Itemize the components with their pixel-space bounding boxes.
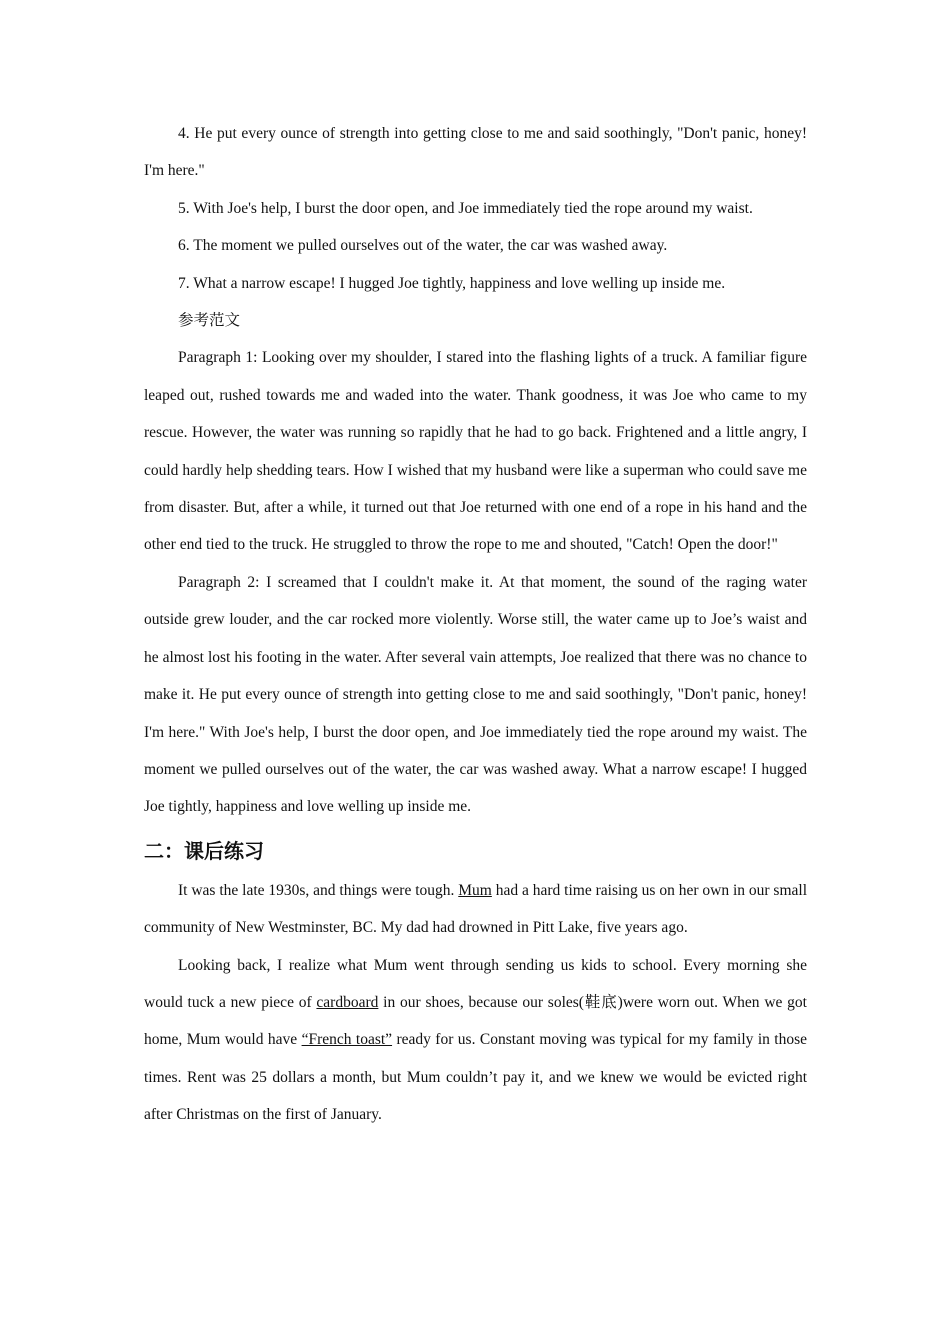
underlined-word-cardboard: cardboard (316, 993, 379, 1011)
story-text: in our shoes, because our soles(鞋底)were worn out. When we got home, Mum would have (144, 993, 807, 1049)
story-text: Looking back, I realize what Mum went through sending us kids to school. Every morning she would tuck a new piece of (144, 956, 807, 1011)
paragraph-2: Paragraph 2: I screamed that I couldn't make it. At that moment, the sound of the raging water outside grew louder, and the car rocked more violently. Worse still, the water came up to Joe’s waist and he almost lost his footing in the water. After several vain attempts, Joe realized that there was no chance to make it. He put every ounce of strength into getting close to me and said soothingly, "Don't panic, honey! I'm here." With Joe's help, I burst the door open, and Joe immediately tied the rope around my waist. The moment we pulled ourselves out of the water, the car was washed away. What a narrow escape! I hugged Joe tightly, happiness and love welling up inside me. (144, 573, 807, 816)
story-paragraph-1 (144, 872, 807, 947)
story-paragraph-2 (144, 947, 807, 1134)
document-page (144, 115, 807, 1134)
list-item-6: 6. The moment we pulled ourselves out of the water, the car was washed away. (178, 237, 668, 255)
paragraph-1: Paragraph 1: Looking over my shoulder, I stared into the flashing lights of a truck. A familiar figure leaped out, rushed towards me and waded into the water. Thank goodness, it was Joe who came to my rescue. However, the water was running so rapidly that he had to go back. Frightened and a little angry, I could hardly help shedding tears. How I wished that my husband were like a superman who could save me from disaster. But, after a while, it turned out that Joe returned with one end of a rope in his hand and the other end tied to the truck. He struggled to throw the rope to me and shouted, "Catch! Open the door!" (144, 349, 807, 554)
underlined-word-french-toast: “French toast” (301, 1031, 393, 1049)
list-item-4: 4. He put every ounce of strength into getting close to me and said soothingly, "Don't panic, honey! I'm here." (144, 125, 807, 180)
reference-label: 参考范文 (178, 312, 241, 330)
list-item-7: 7. What a narrow escape! I hugged Joe tightly, happiness and love welling up inside me. (178, 274, 726, 292)
list-item-5: 5. With Joe's help, I burst the door open, and Joe immediately tied the rope around my waist. (178, 199, 753, 217)
section-heading: 二：课后练习 (144, 838, 264, 863)
underlined-word-mum: Mum (458, 881, 492, 899)
story-text: ready for us. Constant moving was typical for my family in those times. Rent was 25 dollars a month, but Mum couldn’t pay it, and we knew we would be evicted right after Christmas on the first of January. (144, 1031, 808, 1124)
story-text: had a hard time raising us on her own in our small community of New Westminster, BC. My dad had drowned in Pitt Lake, five years ago. (144, 881, 807, 937)
story-text: It was the late 1930s, and things were tough. (178, 881, 459, 899)
